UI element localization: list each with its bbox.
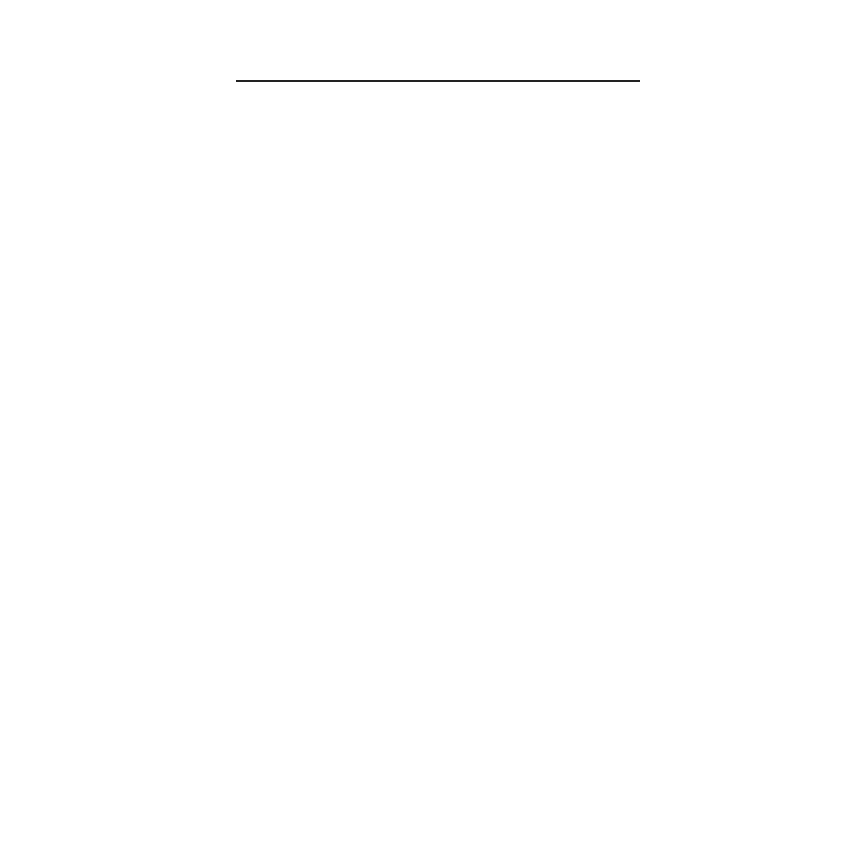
header-rule (236, 80, 640, 82)
running-header (548, 56, 648, 78)
